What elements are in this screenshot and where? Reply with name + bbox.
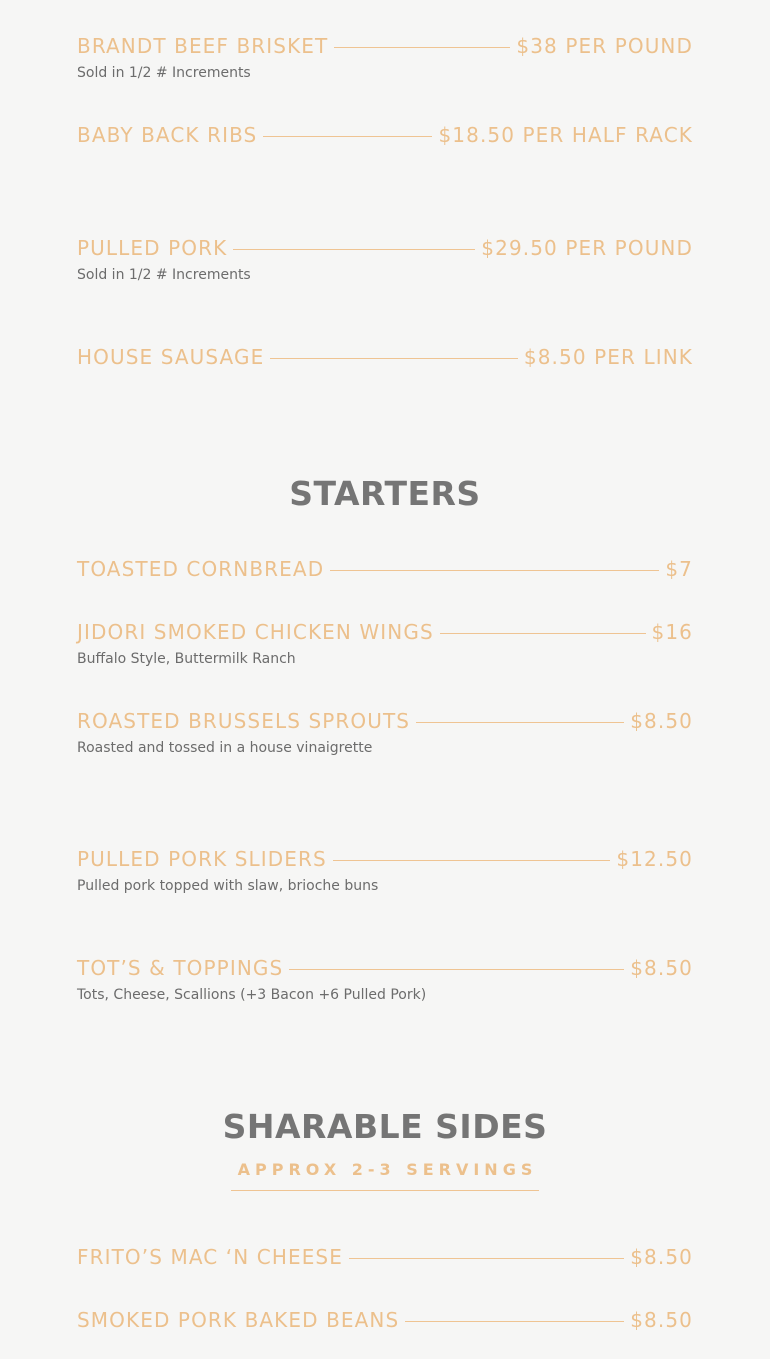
item-price: $8.50: [630, 709, 693, 733]
item-name: TOT’S & TOPPINGS: [77, 956, 284, 980]
menu-item-pulled-pork: [77, 233, 693, 285]
item-description: Tots, Cheese, Scallions (+3 Bacon +6 Pulled Pork): [77, 987, 427, 1003]
item-price: $8.50: [630, 1245, 693, 1269]
item-price: $8.50 PER LINK: [523, 345, 693, 369]
item-name: PULLED PORK SLIDERS: [77, 847, 327, 871]
item-description: Pulled pork topped with slaw, brioche buns: [77, 878, 379, 894]
menu-item-baked-beans: [77, 1305, 693, 1335]
item-name: HOUSE SAUSAGE: [77, 345, 265, 369]
item-description: Sold in 1/2 # Increments: [77, 65, 251, 81]
item-price: $12.50: [616, 847, 693, 871]
item-name: ROASTED BRUSSELS SPROUTS: [77, 709, 411, 733]
section-subtitle-wrap: [0, 1159, 770, 1191]
item-name: BABY BACK RIBS: [77, 123, 258, 147]
dotted-leader: [333, 860, 611, 861]
menu-item-brussels-sprouts: [77, 706, 693, 758]
item-price: $18.50 PER HALF RACK: [438, 123, 693, 147]
dotted-leader: [270, 358, 518, 359]
menu-item-cornbread: [77, 554, 693, 584]
item-price: $7: [665, 557, 693, 581]
item-price: $8.50: [630, 956, 693, 980]
dotted-leader: [349, 1258, 624, 1259]
menu-item-ribs: [77, 120, 693, 150]
item-name: FRITO’S MAC ‘N CHEESE: [77, 1245, 343, 1269]
section-title-starters: STARTERS: [289, 474, 481, 513]
dotted-leader: [440, 633, 646, 634]
item-price: $8.50: [630, 1308, 693, 1332]
item-price: $16: [651, 620, 693, 644]
dotted-leader: [405, 1321, 624, 1322]
item-name: PULLED PORK: [77, 236, 228, 260]
dotted-leader: [263, 136, 432, 137]
section-subtitle: APPROX 2-3 SERVINGS: [231, 1159, 540, 1191]
item-description: Buffalo Style, Buttermilk Ranch: [77, 651, 296, 667]
section-title-sides: SHARABLE SIDES: [222, 1107, 548, 1146]
item-description: Sold in 1/2 # Increments: [77, 267, 251, 283]
menu-item-tots: [77, 953, 693, 1005]
menu-item-sausage: [77, 342, 693, 372]
dotted-leader: [334, 47, 510, 48]
dotted-leader: [416, 722, 624, 723]
item-name: SMOKED PORK BAKED BEANS: [77, 1308, 400, 1332]
menu-item-mac-n-cheese: [77, 1242, 693, 1272]
dotted-leader: [289, 969, 624, 970]
dotted-leader: [330, 570, 659, 571]
item-price: $38 PER POUND: [516, 34, 693, 58]
item-name: TOASTED CORNBREAD: [77, 557, 325, 581]
item-name: BRANDT BEEF BRISKET: [77, 34, 329, 58]
item-price: $29.50 PER POUND: [481, 236, 693, 260]
menu-item-wings: [77, 617, 693, 669]
item-name: JIDORI SMOKED CHICKEN WINGS: [77, 620, 434, 644]
dotted-leader: [233, 249, 475, 250]
item-description: Roasted and tossed in a house vinaigrette: [77, 740, 373, 756]
menu-item-brisket: [77, 31, 693, 83]
menu-item-sliders: [77, 844, 693, 896]
